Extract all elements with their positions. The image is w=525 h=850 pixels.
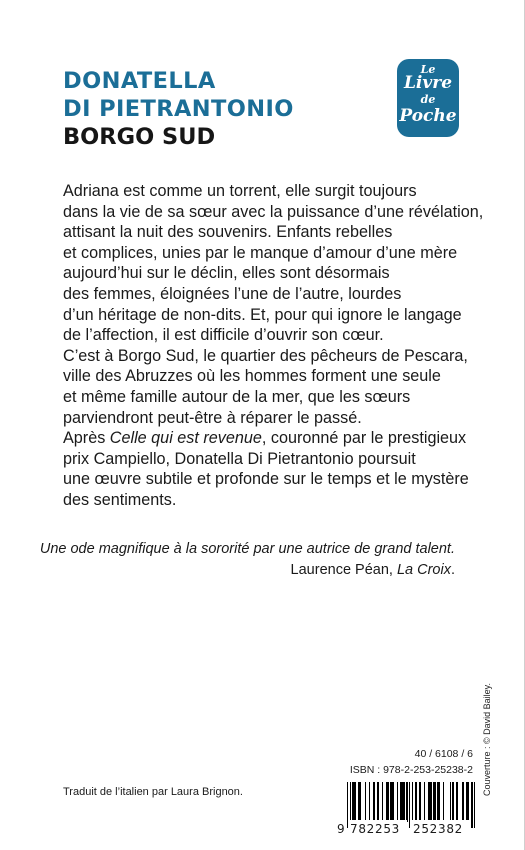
- book-title: BORGO SUD: [63, 124, 216, 150]
- logo-de: de: [420, 93, 436, 106]
- blurb-line: aujourd’hui sur le déclin, elles sont désormais: [63, 264, 390, 283]
- logo-livre: Livre: [403, 73, 453, 93]
- barcode-bar: [467, 782, 468, 822]
- catalog-number: 40 / 6108 / 6: [414, 748, 473, 760]
- author-line-1: DONATELLA: [63, 68, 216, 94]
- author-name: [63, 67, 294, 123]
- blurb-line: parviendront peut-être à réparer le passé.: [63, 408, 362, 427]
- blurb-line: et même famille autour de la mer, que les sœurs: [63, 387, 411, 406]
- barcode-bar: [404, 782, 405, 822]
- blurb-line: des sentiments.: [63, 490, 177, 509]
- apres-suffix: , couronné par le prestigieux: [261, 429, 467, 448]
- barcode-digits: [337, 820, 475, 836]
- blurb-text: [63, 181, 483, 511]
- barcode-bar: [456, 782, 457, 822]
- quote-text: Une ode magnifique à la sororité par une autrice de grand talent.: [39, 541, 455, 557]
- blurb-line: dans la vie de sa sœur avec la puissance d’une révélation,: [63, 202, 484, 221]
- blurb-line: ville des Abruzzes où les hommes forment une seule: [63, 367, 441, 386]
- barcode-bar: [439, 782, 440, 822]
- barcode-bar: [369, 782, 370, 822]
- blurb-line: prix Campiello, Donatella Di Pietrantonio poursuit: [63, 449, 416, 468]
- blurb-line-apres: [63, 428, 483, 449]
- barcode-bar: [382, 782, 383, 822]
- barcode-bar: [420, 782, 421, 822]
- blurb-line: d’un héritage de non-dits. Et, pour qui ignore le langage: [63, 305, 462, 324]
- barcode-bar: [365, 782, 366, 822]
- barcode-bar: [443, 782, 444, 822]
- barcode-bar: [393, 782, 394, 822]
- blurb-line: des femmes, éloignées l’une de l’autre, lourdes: [63, 284, 402, 303]
- barcode-bar: [424, 782, 425, 822]
- barcode-bar: [359, 782, 360, 822]
- quote-author: Laurence Péan,: [290, 561, 397, 578]
- blurb-line: et complices, unies par le manque d’amour d’une mère: [63, 243, 458, 262]
- isbn: ISBN : 978-2-253-25238-2: [349, 764, 473, 776]
- barcode-bar: [431, 782, 432, 822]
- apres-prefix: Après: [63, 429, 110, 448]
- barcode-bar: [374, 782, 375, 822]
- barcode-bar: [435, 782, 436, 822]
- barcode-bar: [397, 782, 398, 822]
- publisher-logo: [397, 59, 459, 137]
- apres-book-title: Celle qui est revenue: [109, 429, 262, 448]
- quote-end: .: [450, 561, 455, 578]
- barcode-bar: [463, 782, 464, 822]
- barcode-bar: [406, 782, 407, 822]
- logo-poche: Poche: [399, 106, 457, 126]
- barcode-bar: [452, 782, 453, 822]
- barcode-bar: [416, 782, 417, 822]
- quote-attribution: [15, 560, 455, 581]
- cover-credit: Couverture : © David Bailey.: [482, 682, 492, 796]
- blurb-line: de l’affection, il est difficile d’ouvrir son cœur.: [63, 326, 384, 345]
- barcode-bar: [378, 782, 379, 822]
- author-line-2: DI PIETRANTONIO: [63, 96, 294, 122]
- barcode-group-1: 782253: [350, 822, 401, 836]
- catalog-codes: [300, 746, 473, 778]
- logo-le: Le: [420, 63, 436, 76]
- barcode-bar: [450, 782, 451, 822]
- press-quote: [15, 539, 455, 580]
- barcode: [337, 782, 475, 838]
- barcode-bar: [388, 782, 389, 822]
- blurb-line: C’est à Borgo Sud, le quartier des pêcheurs de Pescara,: [63, 346, 468, 365]
- blurb-line: une œuvre subtile et profonde sur le temps et le mystère: [63, 470, 469, 489]
- translator-credit: Traduit de l’italien par Laura Brignon.: [63, 786, 243, 798]
- blurb-line: attisant la nuit des souvenirs. Enfants rebelles: [63, 223, 393, 242]
- barcode-first-digit: 9: [337, 822, 345, 836]
- blurb-line: Adriana est comme un torrent, elle surgit toujours: [63, 182, 417, 200]
- barcode-group-2: 252382: [413, 822, 464, 836]
- quote-source: La Croix: [396, 561, 451, 578]
- barcode-bar: [355, 782, 356, 822]
